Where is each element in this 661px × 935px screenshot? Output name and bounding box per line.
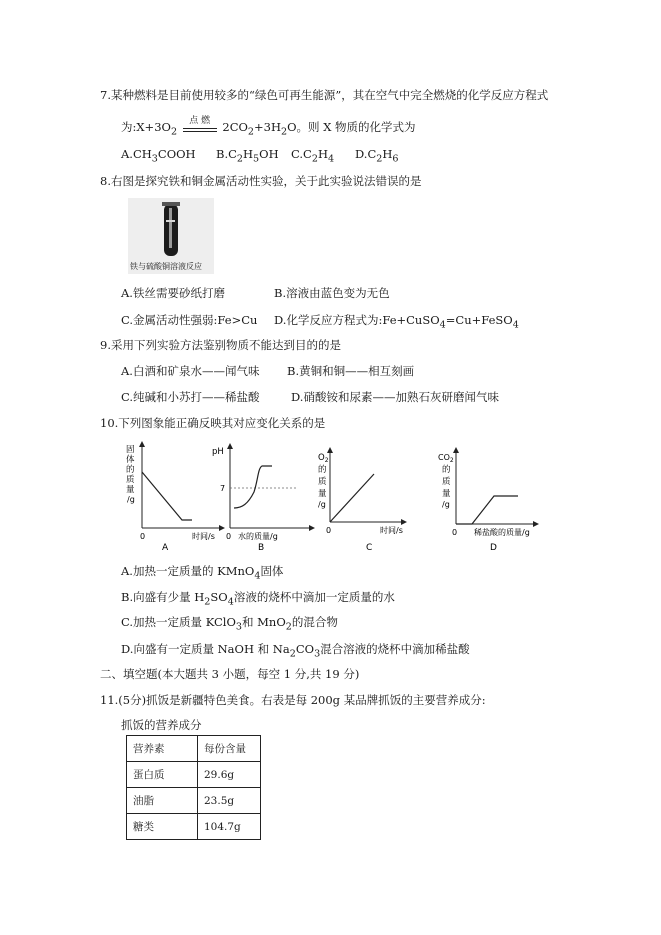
q8-option-c[interactable]: C.金属活动性强弱:Fe>Cu <box>121 313 258 327</box>
graph-c-ylabel-2: 的 <box>318 465 327 475</box>
q9-option-a[interactable]: A.白酒和矿泉水——闻气味 <box>121 364 260 378</box>
graph-c-xlabel: 时间/s <box>380 526 403 535</box>
section-heading: 二、填空题(本大题共 3 小题，每空 1 分,共 19 分) <box>100 667 360 681</box>
graph-a-ylabel-6: /g <box>127 495 135 504</box>
q10-option-c[interactable] <box>121 614 338 635</box>
opt-text: H <box>382 147 393 161</box>
graph-b-ylabel: pH <box>212 447 224 457</box>
graph-d-ylabel-3: 质 <box>442 477 451 487</box>
graph-c-ylabel-1: $O_2$ <box>318 453 329 464</box>
graph-b-tick-7: 7 <box>220 484 226 493</box>
graph-b-xlabel: 水的质量/g <box>238 532 278 541</box>
opt-sub: 4 <box>227 596 234 608</box>
graph-d-ylabel-1: $CO_2$ <box>438 453 454 464</box>
opt-text: COOH <box>157 147 196 161</box>
table-header-row <box>127 736 261 762</box>
opt-text: B.C <box>216 147 237 161</box>
q10-option-d[interactable] <box>121 641 470 662</box>
graph-a-ylabel-2: 体 <box>126 455 135 465</box>
q9-option-c[interactable]: C.纯碱和小苏打——稀盐酸 <box>121 390 260 404</box>
opt-sub: 2 <box>204 596 211 608</box>
opt-sub: 4 <box>327 153 335 165</box>
eq-right-a: 2CO <box>222 120 248 134</box>
q7-option-d[interactable] <box>355 146 399 167</box>
q7-option-c[interactable] <box>291 146 334 167</box>
opt-text: H <box>243 147 254 161</box>
photo-caption: 铁与硫酸铜溶液反应 <box>130 262 202 271</box>
opt-text: 固体 <box>260 564 284 578</box>
opt-sub: 5 <box>253 153 260 165</box>
q7-stem: 7.某种燃料是目前使用较多的“绿色可再生能源”，其在空气中完全燃烧的化学反应方程式 <box>100 88 549 102</box>
q9-option-d[interactable]: D.硝酸铵和尿素——加熟石灰研磨闻气味 <box>291 390 499 404</box>
graph-d-ylabel-4: 量 <box>442 489 451 499</box>
opt-sub: 6 <box>392 153 399 165</box>
graph-d-origin: 0 <box>452 528 458 537</box>
opt-sub: 2 <box>236 153 244 165</box>
header-nutrient: 营养素 <box>127 736 198 762</box>
graph-d <box>432 440 544 552</box>
opt-sub: 2 <box>311 153 318 165</box>
opt-text: CO <box>295 642 315 656</box>
graph-b-letter: B <box>258 543 265 552</box>
graph-b-origin: 0 <box>226 532 232 541</box>
table-row <box>127 788 261 814</box>
graph-d-letter: D <box>490 543 497 552</box>
graph-a-ylabel-3: 的 <box>126 465 135 475</box>
opt-sub: 2 <box>289 648 296 660</box>
eq-left-sub: 2 <box>170 126 178 138</box>
opt-text: A.CH <box>121 147 152 161</box>
nutrition-table <box>126 735 261 840</box>
eq-right-a-sub: 2 <box>247 126 255 138</box>
cell-amount: 23.5g <box>198 788 261 814</box>
graph-a-origin: 0 <box>140 532 146 541</box>
cell-nutrient: 油脂 <box>127 788 198 814</box>
graph-d-xlabel: 稀盐酸的质量/g <box>474 528 530 537</box>
cell-amount: 29.6g <box>198 762 261 788</box>
table-row <box>127 814 261 840</box>
cell-nutrient: 蛋白质 <box>127 762 198 788</box>
opt-text: SO <box>210 590 228 604</box>
q11-stem: 11.(5分)抓饭是新疆特色美食。右表是每 200g 某品牌抓饭的主要营养成分: <box>100 693 486 707</box>
graph-c <box>310 440 416 552</box>
opt-text: =Cu+FeSO <box>445 313 513 327</box>
graph-c-ylabel-3: 质 <box>318 477 327 487</box>
graph-a-letter: A <box>162 543 169 552</box>
q7-option-b[interactable] <box>216 146 279 167</box>
eq-right-b-sub: 2 <box>281 126 288 138</box>
q10-option-b[interactable] <box>121 589 395 610</box>
graph-d-ylabel-2: 的 <box>442 465 451 475</box>
opt-sub: 4 <box>512 319 519 331</box>
graph-a-ylabel-5: 量 <box>126 485 135 495</box>
cell-nutrient: 糖类 <box>127 814 198 840</box>
opt-text: 的混合物 <box>291 615 338 629</box>
table-title: 抓饭的营养成分 <box>121 718 202 732</box>
graph-c-ylabel-4: 量 <box>318 489 327 499</box>
opt-sub: 4 <box>439 319 446 331</box>
opt-text: D.C <box>355 147 377 161</box>
q8-option-d[interactable] <box>274 312 519 333</box>
opt-sub: 2 <box>376 153 383 165</box>
graph-c-ylabel-5: /g <box>318 500 326 509</box>
opt-text: 混合溶液的烧杯中滴加稀盐酸 <box>320 642 470 656</box>
opt-text: A.加热一定质量的 KMnO <box>121 564 255 578</box>
header-amount: 每份含量 <box>198 736 261 762</box>
opt-text: B.向盛有少量 H <box>121 590 205 604</box>
q10-option-a[interactable] <box>121 563 283 584</box>
eq-right-b: +3H <box>254 120 282 134</box>
graph-a-ylabel-4: 质 <box>126 475 135 485</box>
reaction-condition: 点 燃 <box>189 116 211 126</box>
q7-option-a[interactable] <box>121 146 196 167</box>
reaction-condition-arrow <box>183 116 217 135</box>
eq-right-c: O。则 X 物质的化学式为 <box>287 120 416 134</box>
graph-c-letter: C <box>366 543 373 552</box>
graph-a-ylabel-1: 固 <box>126 445 135 455</box>
q9-stem: 9.采用下列实验方法鉴别物质不能达到目的的是 <box>100 338 341 352</box>
q8-stem: 8.右图是探究铁和铜金属活动性实验，关于此实验说法错误的是 <box>100 174 422 188</box>
q8-option-a[interactable]: A.铁丝需要砂纸打磨 <box>121 286 225 300</box>
graph-b <box>208 440 320 552</box>
q7-equation <box>121 116 416 140</box>
graph-a-xlabel: 时间/s <box>192 532 215 541</box>
opt-text: 溶液的烧杯中滴加一定质量的水 <box>233 590 395 604</box>
graph-d-ylabel-5: /g <box>442 500 450 509</box>
table-row <box>127 762 261 788</box>
graph-c-origin: 0 <box>326 526 332 535</box>
opt-text: D.化学反应方程式为:Fe+CuSO <box>274 313 440 327</box>
opt-text: OH <box>259 147 279 161</box>
eq-left: 为:X+3O <box>121 120 171 134</box>
opt-sub: 3 <box>314 648 321 660</box>
opt-sub: 4 <box>254 570 261 582</box>
q8-option-b[interactable]: B.溶液由蓝色变为无色 <box>274 286 390 300</box>
opt-text: 和 MnO <box>242 615 286 629</box>
opt-text: C.加热一定质量 KClO <box>121 615 236 629</box>
opt-text: C.C <box>291 147 312 161</box>
opt-sub: 2 <box>285 621 292 633</box>
cell-amount: 104.7g <box>198 814 261 840</box>
q10-stem: 10.下列图象能正确反映其对应变化关系的是 <box>100 416 326 430</box>
opt-sub: 3 <box>235 621 242 633</box>
opt-text: H <box>317 147 328 161</box>
opt-sub: 3 <box>151 153 158 165</box>
opt-text: D.向盛有一定质量 NaOH 和 Na <box>121 642 290 656</box>
q9-option-b[interactable]: B.黄铜和铜——相互刻画 <box>287 364 415 378</box>
